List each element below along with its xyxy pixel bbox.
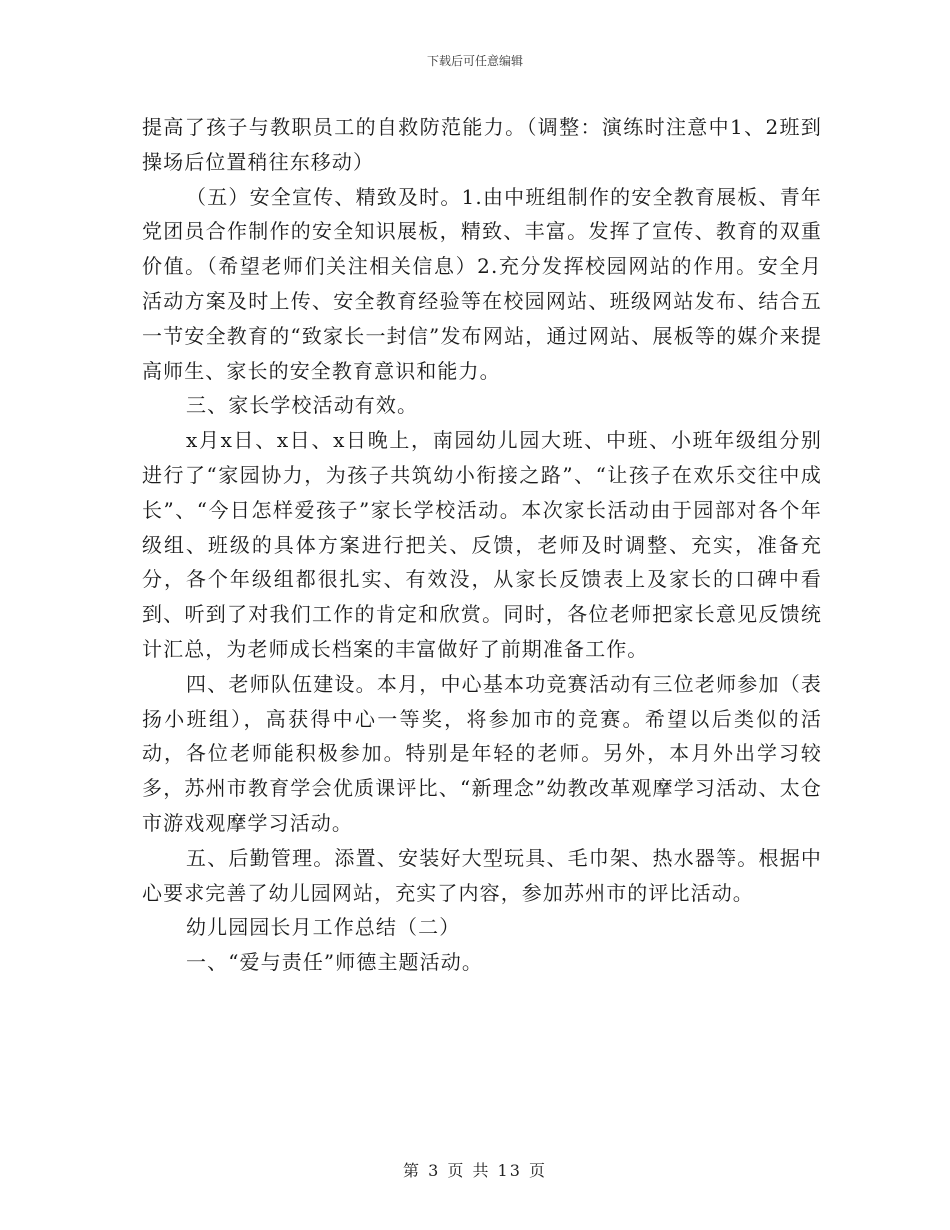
paragraph-safety-publicity: （五）安全宣传、精致及时。1.由中班组制作的安全教育展板、青年党团员合作制作的安全知识展板，精致、丰富。发挥了宣传、教育的双重价值。（希望老师们关注相关信息）2.充分发挥校园网站的作用。安全月活动方案及时上传、安全教育经验等在校园网站、班级网站发布、结合五一节安全教育的“致家长一封信”发布网站，通过网站、展板等的媒介来提高师生、家长的安全教育意识和能力。 xyxy=(142,184,822,383)
document-subtitle: 幼儿园园长月工作总结（二） xyxy=(186,915,461,940)
paragraph-continued: 提高了孩子与教职员工的自救防范能力。（调整：演练时注意中1、2班到操场后位置稍往东移动） xyxy=(142,115,822,174)
page-number-footer: 第 3 页 共 13 页 xyxy=(403,1161,547,1180)
paragraph-logistics: 五、后勤管理。添置、安装好大型玩具、毛巾架、热水器等。根据中心要求完善了幼儿园网站，充实了内容，参加苏州市的评比活动。 xyxy=(142,845,822,905)
document-body xyxy=(142,110,822,980)
page-header: 下载后可任意编辑 xyxy=(426,54,523,68)
section-heading-ethics: 一、“爱与责任”师德主题活动。 xyxy=(186,950,483,975)
section-heading-parent-school: 三、家长学校活动有效。 xyxy=(186,393,419,418)
paragraph-parent-school: x月x日、x日、x日晚上，南园幼儿园大班、中班、小班年级组分别进行了“家园协力，为孩子共筑幼小衔接之路”、“让孩子在欢乐交往中成长”、“今日怎样爱孩子”家长学校活动。本次家长活动由于园部对各个年级组、班级的具体方案进行把关、反馈，老师及时调整、充实，准备充分，各个年级组都很扎实、有效没，从家长反馈表上及家长的口碑中看到、听到了对我们工作的肯定和欣赏。同时，各位老师把家长意见反馈统计汇总，为老师成长档案的丰富做好了前期准备工作。 xyxy=(142,428,822,661)
paragraph-teacher-team: 四、老师队伍建设。本月，中心基本功竞赛活动有三位老师参加（表扬小班组），高获得中心一等奖，将参加市的竞赛。希望以后类似的活动，各位老师能积极参加。特别是年轻的老师。另外，本月外出学习较多，苏州市教育学会优质课评比、“新理念”幼教改革观摩学习活动、太仓市游戏观摩学习活动。 xyxy=(142,671,822,835)
